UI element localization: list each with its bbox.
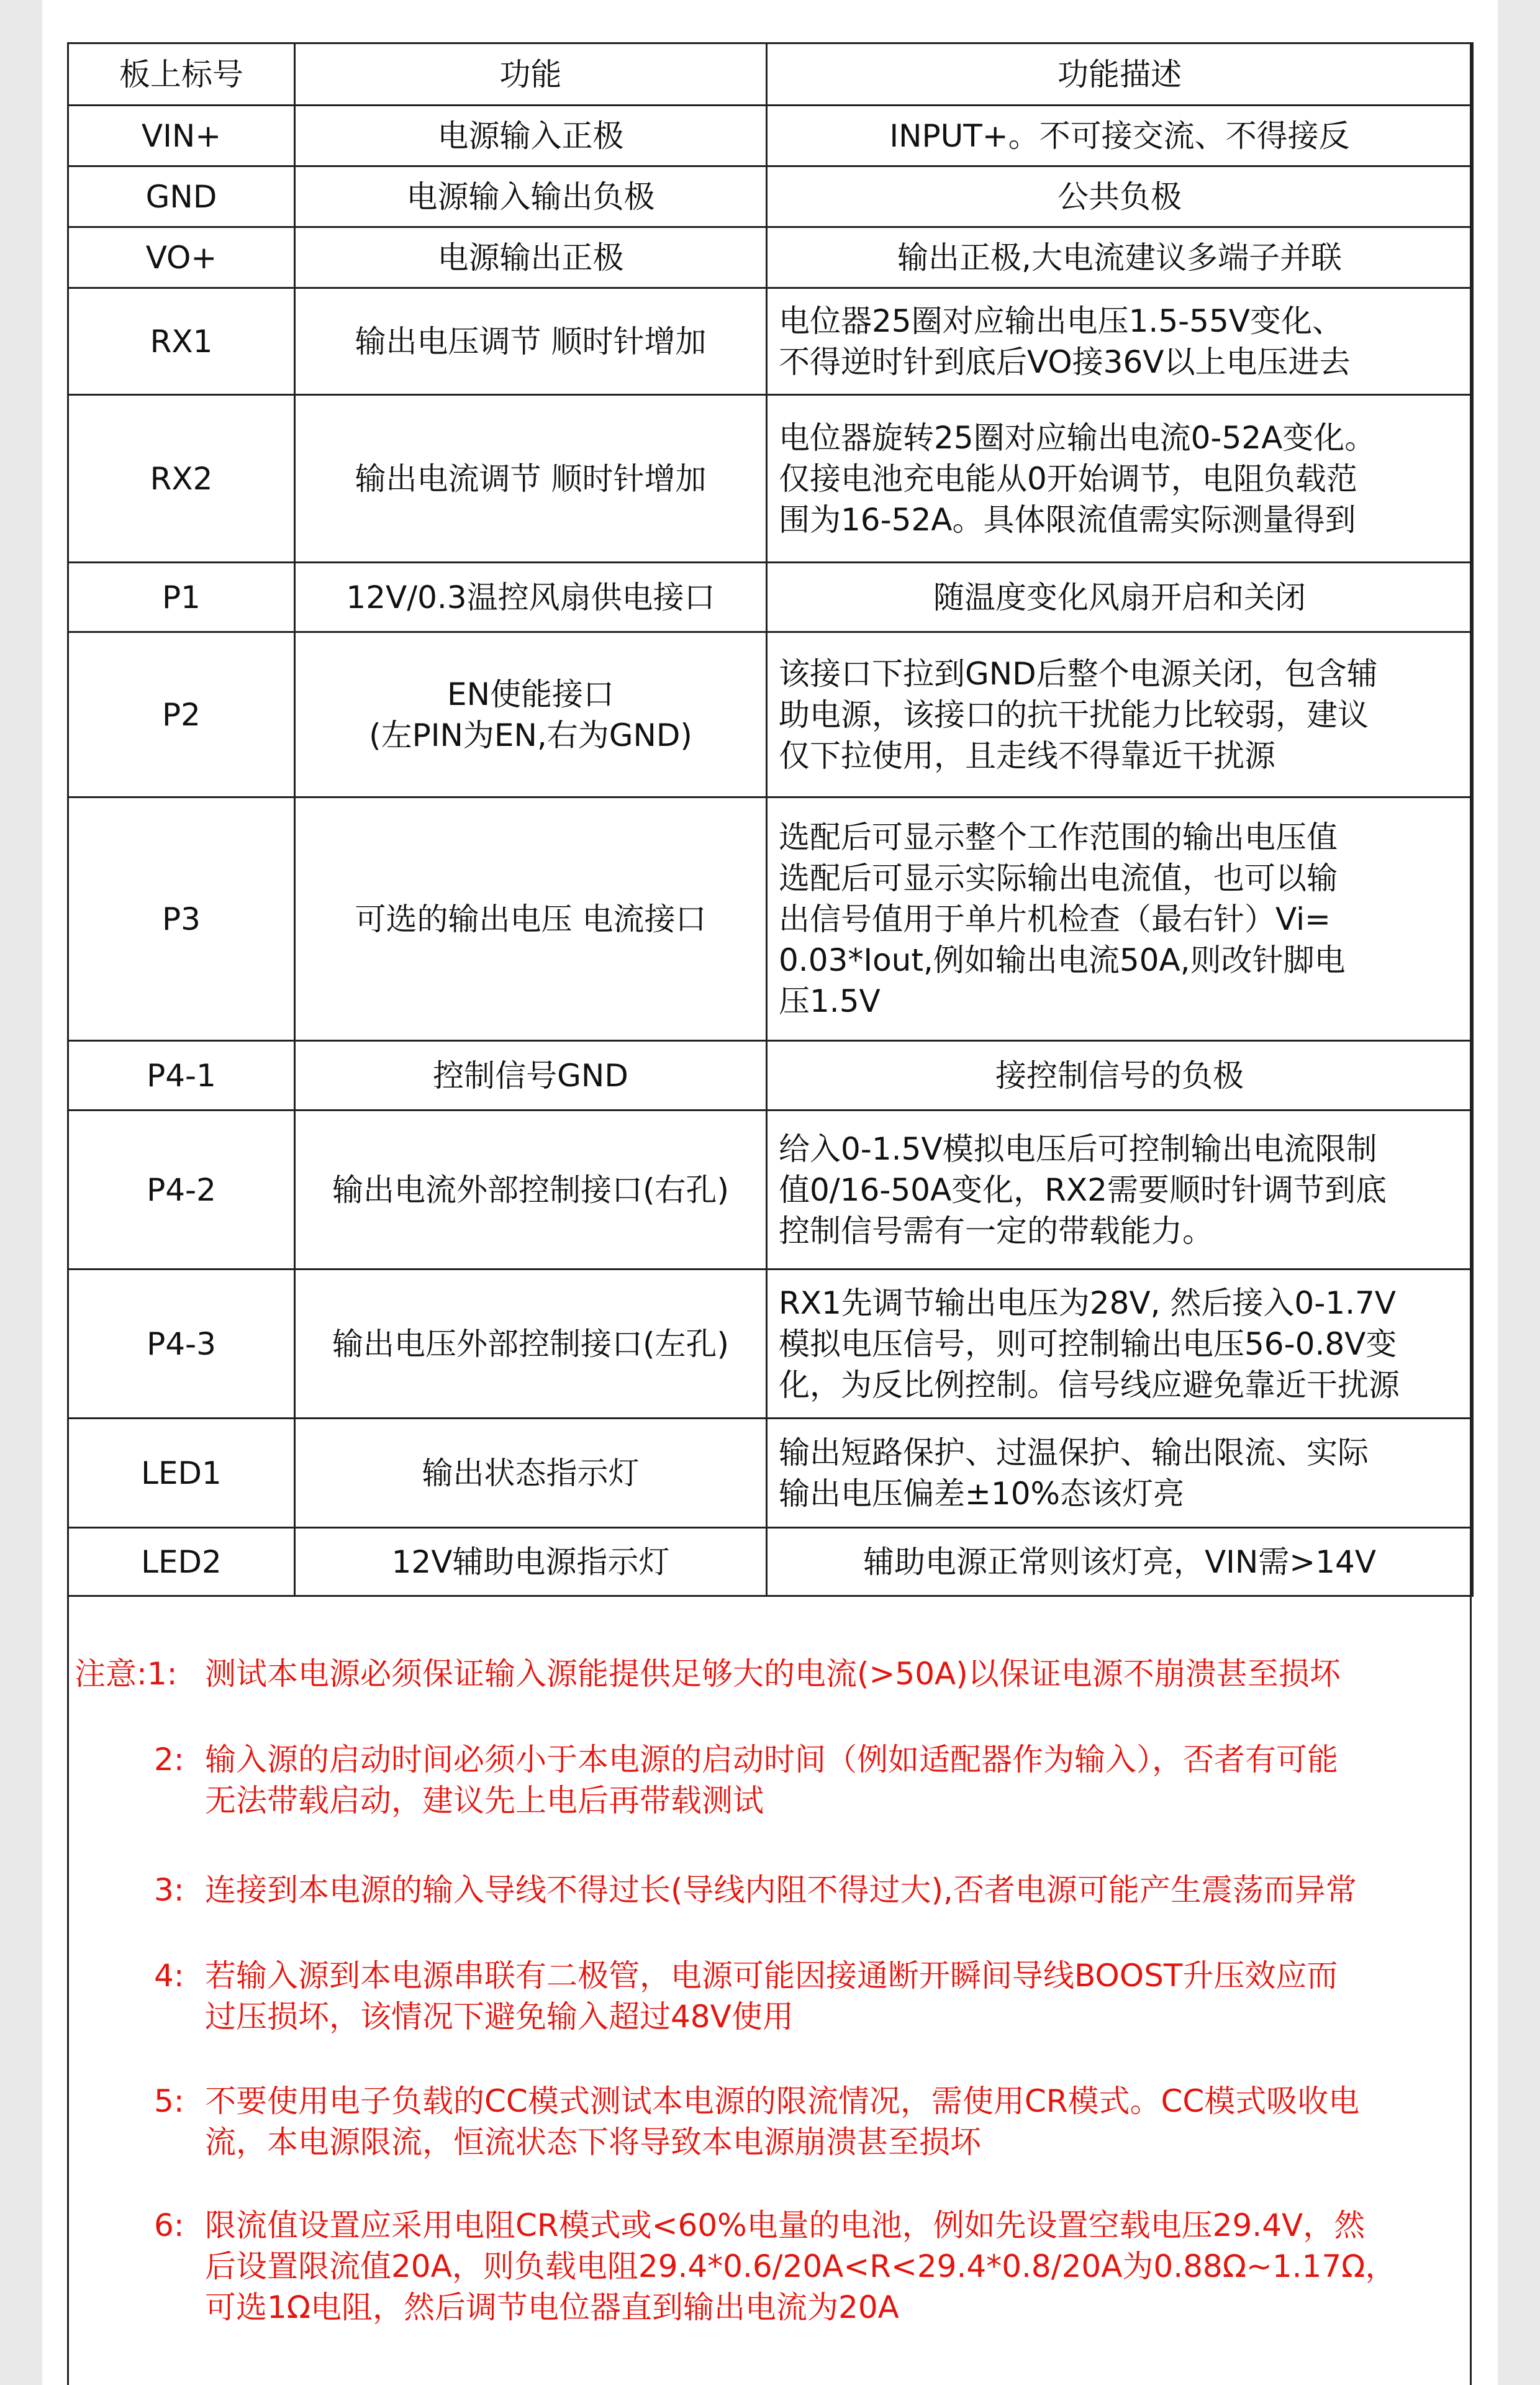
desc-line: 0.03*Iout,例如输出电流50A,则改针脚电	[779, 942, 1346, 978]
table-row	[68, 1111, 1473, 1270]
note-line: 输入源的启动时间必须小于本电源的启动时间（例如适配器作为输入），否者有可能	[205, 1742, 1338, 1778]
table-row	[68, 632, 1473, 797]
note-line: 过压损坏，该情况下避免输入超过48V使用	[205, 1999, 794, 2035]
row-description	[767, 1419, 1473, 1528]
row-function: 输出电流调节 顺时针增加	[295, 395, 767, 563]
desc-line: 公共负极	[1058, 178, 1182, 215]
row-function: 输出电压调节 顺时针增加	[295, 288, 767, 395]
desc-line: 选配后可显示整个工作范围的输出电压值	[779, 819, 1338, 855]
row-label: P4-3	[68, 1270, 295, 1419]
row-label: P4-2	[68, 1111, 295, 1270]
desc-line: 出信号值用于单片机检查（最右针）Vi=	[779, 901, 1331, 937]
row-label: VIN+	[68, 106, 295, 166]
row-function: 电源输出正极	[295, 227, 767, 288]
row-label: P3	[68, 797, 295, 1041]
table-header-row	[68, 43, 1473, 106]
header-function: 功能	[295, 43, 767, 106]
note-line: 连接到本电源的输入导线不得过长(导线内阻不得过大),否者电源可能产生震荡而异常	[205, 1872, 1357, 1908]
row-function: 12V/0.3温控风扇供电接口	[295, 563, 767, 632]
note-line: 无法带载启动，建议先上电后再带载测试	[205, 1783, 764, 1819]
table-row	[68, 1041, 1473, 1111]
document-page	[42, 0, 1498, 2385]
row-label: RX1	[68, 288, 295, 395]
note-prefix: 6:	[154, 2207, 184, 2243]
desc-line: 电位器25圈对应输出电压1.5-55V变化、	[779, 302, 1344, 339]
table-row	[68, 1270, 1473, 1419]
note-line: 测试本电源必须保证输入源能提供足够大的电流(>50A)以保证电源不崩溃甚至损坏	[205, 1656, 1341, 1692]
row-description	[767, 1270, 1473, 1419]
desc-line: 模拟电压信号，则可控制输出电压56-0.8V变	[779, 1325, 1397, 1362]
row-description	[767, 395, 1473, 563]
table-row	[68, 563, 1473, 632]
note-text	[205, 1955, 1338, 2037]
note-line: 流，本电源限流，恒流状态下将导致本电源崩溃甚至损坏	[205, 2124, 981, 2160]
desc-line: 控制信号需有一定的带载能力。	[779, 1212, 1213, 1249]
desc-line: 给入0-1.5V模拟电压后可控制输出电流限制	[779, 1130, 1377, 1167]
row-function: 电源输入正极	[295, 106, 767, 166]
desc-line: 压1.5V	[779, 983, 881, 1019]
row-label: LED1	[68, 1419, 295, 1528]
header-description: 功能描述	[767, 43, 1473, 106]
note-text	[205, 2081, 1359, 2163]
row-function: 输出电压外部控制接口(左孔)	[295, 1270, 767, 1419]
desc-line: 化，为反比例控制。信号线应避免靠近干扰源	[779, 1366, 1400, 1403]
row-label: P2	[68, 632, 295, 797]
header-label: 板上标号	[68, 43, 295, 106]
desc-line: 接控制信号的负极	[995, 1057, 1244, 1094]
row-description	[767, 166, 1473, 227]
note-line: 若输入源到本电源串联有二极管，电源可能因接通断开瞬间导线BOOST升压效应而	[205, 1958, 1338, 1994]
note-prefix: 2:	[154, 1742, 184, 1778]
table-row	[68, 1528, 1473, 1596]
row-label: P4-1	[68, 1041, 295, 1111]
table-row	[68, 288, 1473, 395]
table-row	[68, 106, 1473, 166]
row-description	[767, 106, 1473, 166]
row-function: 电源输入输出负极	[295, 166, 767, 227]
row-description	[767, 563, 1473, 632]
function-line: (左PIN为EN,右为GND)	[369, 717, 692, 753]
row-description	[767, 1528, 1473, 1596]
note-line: 限流值设置应采用电阻CR模式或<60%电量的电池，例如先设置空载电压29.4V，然	[205, 2207, 1366, 2243]
desc-line: 该接口下拉到GND后整个电源关闭，包含辅	[779, 655, 1378, 692]
desc-line: 不得逆时针到底后VO接36V以上电压进去	[779, 343, 1351, 380]
row-label: RX2	[68, 395, 295, 563]
desc-line: 输出正极,大电流建议多端子并联	[897, 239, 1342, 276]
note-text	[205, 1739, 1338, 1821]
row-label: P1	[68, 563, 295, 632]
desc-line: 输出短路保护、过温保护、输出限流、实际	[779, 1434, 1369, 1471]
desc-line: INPUT+。不可接交流、不得接反	[889, 117, 1350, 154]
note-line: 后设置限流值20A，则负载电阻29.4*0.6/20A<R<29.4*0.8/20A为0.88Ω~1.17Ω，	[205, 2248, 1397, 2284]
desc-line: 仅下拉使用，且走线不得靠近干扰源	[779, 737, 1275, 774]
row-function: 控制信号GND	[295, 1041, 767, 1111]
row-label: VO+	[68, 227, 295, 288]
note-text	[205, 1869, 1357, 1910]
desc-line: 仅接电池充电能从0开始调节，电阻负载范	[779, 460, 1357, 497]
row-description	[767, 288, 1473, 395]
function-line: EN使能接口	[447, 676, 614, 712]
row-description	[767, 227, 1473, 288]
row-function: 输出状态指示灯	[295, 1419, 767, 1528]
desc-line: RX1先调节输出电压为28V, 然后接入0-1.7V	[779, 1284, 1396, 1321]
note-line: 可选1Ω电阻，然后调节电位器直到输出电流为20A	[205, 2289, 899, 2325]
desc-line: 随温度变化风扇开启和关闭	[933, 579, 1306, 616]
note-prefix: 注意:1:	[75, 1656, 178, 1692]
desc-line: 辅助电源正常则该灯亮，VIN需>14V	[863, 1543, 1377, 1580]
desc-line: 值0/16-50A变化，RX2需要顺时针调节到底	[779, 1171, 1387, 1208]
row-label: LED2	[68, 1528, 295, 1596]
row-description	[767, 797, 1473, 1041]
note-text	[205, 1653, 1341, 1694]
note-line: 不要使用电子负载的CC模式测试本电源的限流情况，需使用CR模式。CC模式吸收电	[205, 2083, 1360, 2119]
desc-line: 电位器旋转25圈对应输出电流0-52A变化。	[779, 419, 1376, 456]
note-text	[205, 2205, 1396, 2328]
table-row	[68, 166, 1473, 227]
desc-line: 围为16-52A。具体限流值需实际测量得到	[779, 501, 1356, 538]
note-prefix: 4:	[154, 1958, 184, 1994]
desc-line: 输出电压偏差±10%态该灯亮	[779, 1475, 1185, 1512]
row-function: 输出电流外部控制接口(右孔)	[295, 1111, 767, 1270]
spec-table	[67, 42, 1474, 1597]
table-row	[68, 797, 1473, 1041]
note-prefix: 5:	[154, 2083, 184, 2119]
row-description	[767, 1041, 1473, 1111]
row-function	[295, 632, 767, 797]
row-function: 12V辅助电源指示灯	[295, 1528, 767, 1596]
desc-line: 助电源，该接口的抗干扰能力比较弱，建议	[779, 696, 1369, 733]
row-description	[767, 1111, 1473, 1270]
desc-line: 选配后可显示实际输出电流值，也可以输	[779, 860, 1338, 896]
row-function: 可选的输出电压 电流接口	[295, 797, 767, 1041]
table-row	[68, 395, 1473, 563]
row-description	[767, 632, 1473, 797]
table-row	[68, 227, 1473, 288]
table-row	[68, 1419, 1473, 1528]
row-label: GND	[68, 166, 295, 227]
note-prefix: 3:	[154, 1872, 184, 1908]
